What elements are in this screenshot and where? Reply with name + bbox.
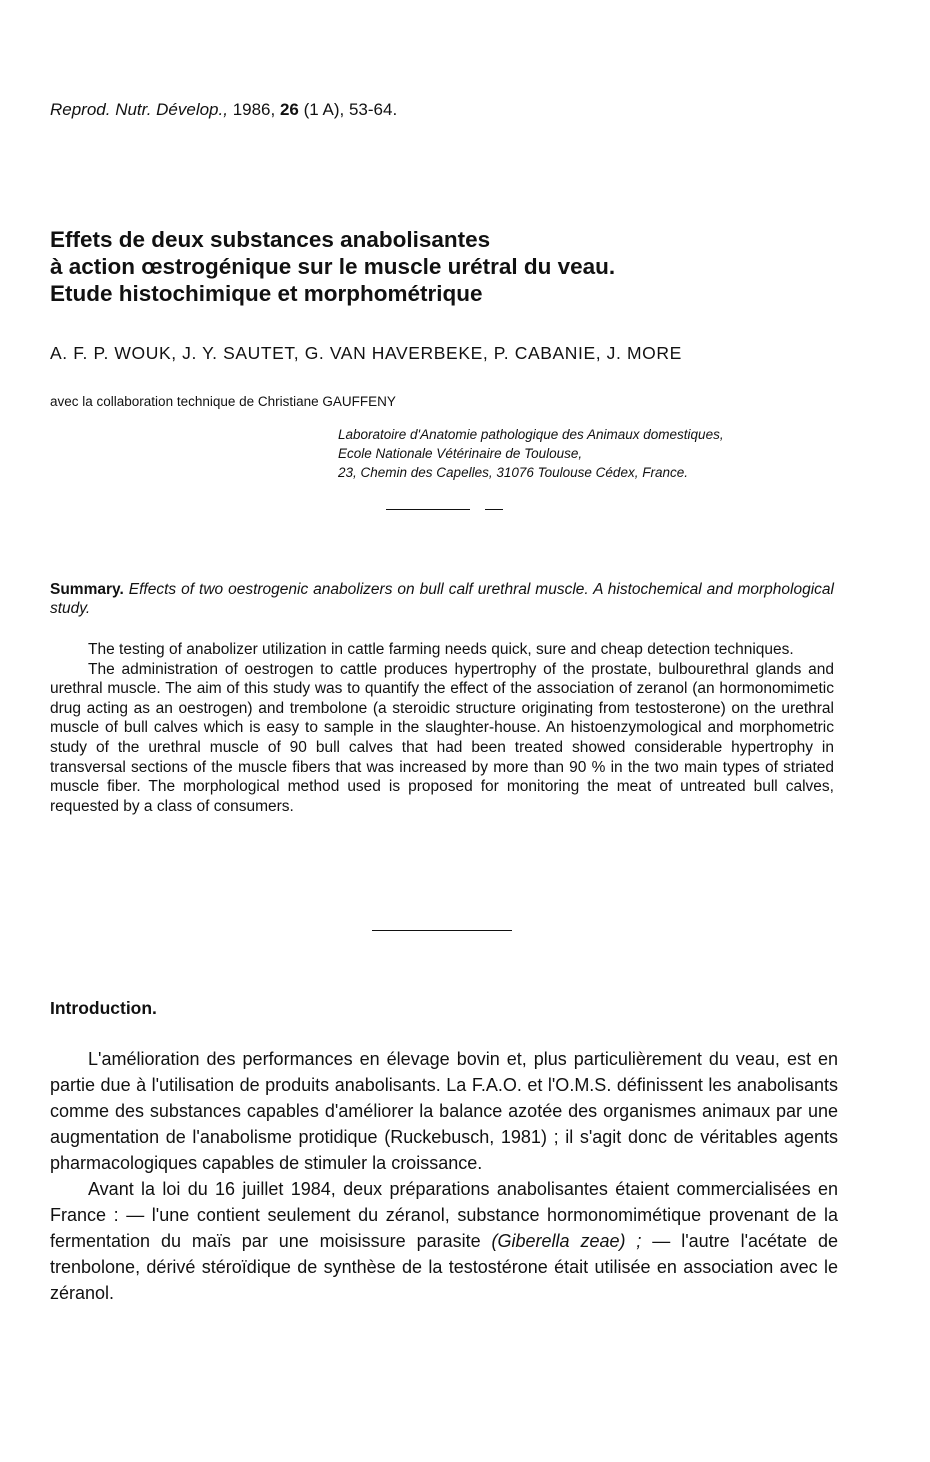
summary-abstract (50, 640, 834, 816)
title-line-1: Effets de deux substances anabolisantes (50, 227, 491, 252)
affiliation (338, 425, 724, 482)
summary-title: Effects of two oestrogenic anabolizers on bull calf urethral muscle. A histochemical and morphological study. (50, 581, 834, 617)
body-text: — l'autre l'acétate de trenbolone, dérivé stéroïdique de synthèse de la testostérone était utilisée en association avec le zéranol. (50, 1231, 838, 1303)
affiliation-line-2: Ecole Nationale Vétérinaire de Toulouse, (338, 446, 583, 461)
journal-name: Reprod. Nutr. Dévelop., (50, 100, 228, 119)
affiliation-line-1: Laboratoire d'Anatomie pathologique des Animaux domestiques, (338, 427, 724, 442)
title-line-2: à action œstrogénique sur le muscle urétral du veau. (50, 254, 616, 279)
introduction-body (50, 1046, 838, 1306)
journal-issue-pages: (1 A), 53-64. (303, 100, 398, 119)
author-list: A. F. P. WOUK, J. Y. SAUTET, G. VAN HAVERBEKE, P. CABANIE, J. MORE (50, 343, 682, 363)
body-paragraph (50, 1176, 838, 1306)
journal-volume: 26 (279, 100, 299, 119)
article-title (50, 226, 890, 307)
journal-year: 1986, (232, 100, 276, 119)
summary-heading (50, 580, 834, 618)
abstract-paragraph: The testing of anabolizer utilization in cattle farming needs quick, sure and cheap detection techniques. (88, 641, 794, 658)
collaboration-note: avec la collaboration technique de Christiane GAUFFENY (50, 394, 396, 409)
separator-rule (386, 509, 470, 510)
separator-rule (372, 930, 512, 931)
summary-label: Summary. (50, 581, 124, 598)
journal-citation (50, 100, 397, 120)
body-text: Avant la loi du 16 juillet 1984, deux préparations anabolisantes étaient commercialisées en France : — l'une contient seulement du zéranol, substance hormonomimétique provenant de la fermentation du maïs par une moisissure parasite (50, 1179, 838, 1251)
section-heading-introduction: Introduction. (50, 998, 157, 1018)
body-paragraph: L'amélioration des performances en élevage bovin et, plus particulièrement du veau, est en partie due à l'utilisation de produits anabolisants. La F.A.O. et l'O.M.S. définissent les anabolisants comme des substances capables d'améliorer la balance azotée des organismes animaux par une augmentation de l'anabolisme protidique (Ruckebusch, 1981) ; il s'agit donc de véritables agents pharmacologiques capables de stimuler la croissance. (50, 1049, 838, 1173)
affiliation-line-3: 23, Chemin des Capelles, 31076 Toulouse Cédex, France. (338, 465, 688, 480)
abstract-paragraph: The administration of oestrogen to cattle produces hypertrophy of the prostate, bulbourethral glands and urethral muscle. The aim of this study was to quantify the effect of the association of zeranol (an hormonomimetic drug acting as an oestrogen) and trembolone (a steroidic structure originating from testosterone) on the urethral muscle of bull calves which is easy to sample in the slaughter-house. An histoenzymological and morphometric study of the urethral muscle of 90 bull calves that had been treated showed considerable hypertrophy in transversal sections of the muscle fibers that was increased by more than 90 % in the two main types of striated muscle fiber. The morphological method used is proposed for monitoring the meat of untreated bull calves, requested by a class of consumers. (50, 660, 834, 815)
title-line-3: Etude histochimique et morphométrique (50, 281, 483, 306)
separator-rule (485, 509, 503, 510)
species-name: (Giberella zeae) ; (491, 1231, 642, 1251)
